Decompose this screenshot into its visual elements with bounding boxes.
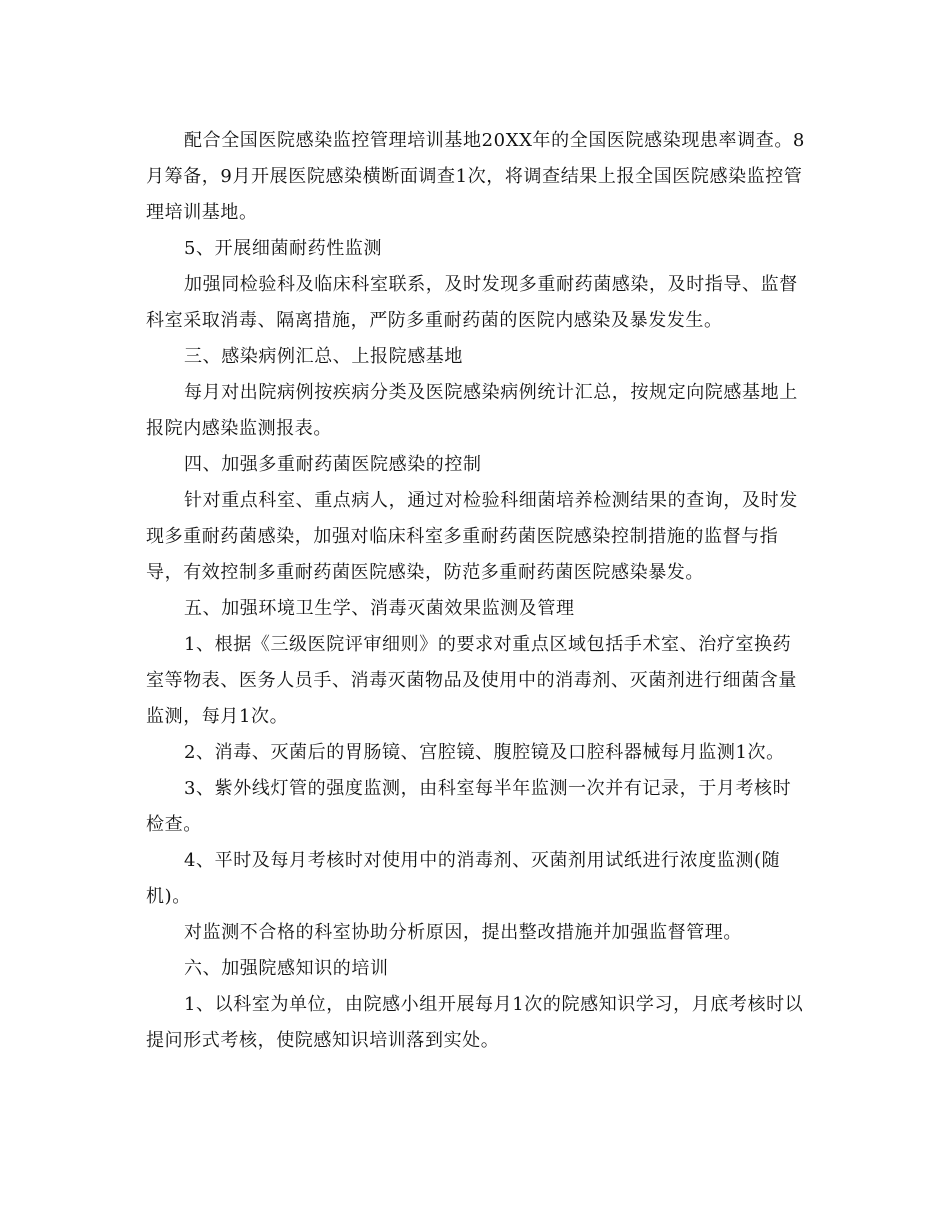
list-item-4: 4、平时及每月考核时对使用中的消毒剂、灭菌剂用试纸进行浓度监测(随机)。: [146, 850, 781, 907]
paragraph-lab-contact: 加强同检验科及临床科室联系，及时发现多重耐药菌感染，及时指导、监督科室采取消毒、隔离措施，严防多重耐药菌的医院内感染及暴发发生。: [146, 274, 798, 331]
heading-bacterial-resistance: 5、开展细菌耐药性监测: [184, 238, 383, 259]
paragraph-monthly-report: 每月对出院病例按疾病分类及医院感染病例统计汇总，按规定向院感基地上报院内感染监测报表。: [146, 382, 798, 439]
heading-training: 六、加强院感知识的培训: [184, 958, 389, 979]
list-item-2: 2、消毒、灭菌后的胃肠镜、宫腔镜、腹腔镜及口腔科器械每月监测1次。: [184, 742, 785, 763]
paragraph-noncompliance: 对监测不合格的科室协助分析原因，提出整改措施并加强监督管理。: [184, 922, 742, 943]
list-item-3: 3、紫外线灯管的强度监测，由科室每半年监测一次并有记录，于月考核时检查。: [146, 778, 792, 835]
document-body: [146, 123, 806, 1059]
list-item-1: 1、根据《三级医院评审细则》的要求对重点区域包括手术室、治疗室换药室等物表、医务人员手、消毒灭菌物品及使用中的消毒剂、灭菌剂进行细菌含量监测，每月1次。: [146, 634, 797, 727]
heading-mdro-control: 四、加强多重耐药菌医院感染的控制: [184, 454, 482, 475]
heading-case-summary: 三、感染病例汇总、上报院感基地: [184, 346, 463, 367]
heading-environment-monitoring: 五、加强环境卫生学、消毒灭菌效果监测及管理: [184, 598, 575, 619]
paragraph-survey: 配合全国医院感染监控管理培训基地20XX年的全国医院感染现患率调查。8月筹备，9月开展医院感染横断面调查1次，将调查结果上报全国医院感染监控管理培训基地。: [146, 130, 805, 223]
list-item-training-1: 1、以科室为单位，由院感小组开展每月1次的院感知识学习，月底考核时以提问形式考核，使院感知识培训落到实处。: [146, 994, 804, 1051]
paragraph-mdro-measures: 针对重点科室、重点病人，通过对检验科细菌培养检测结果的查询，及时发现多重耐药菌感染，加强对临床科室多重耐药菌医院感染控制措施的监督与指导，有效控制多重耐药菌医院感染，防范多重耐药菌医院感染暴发。: [146, 490, 798, 583]
